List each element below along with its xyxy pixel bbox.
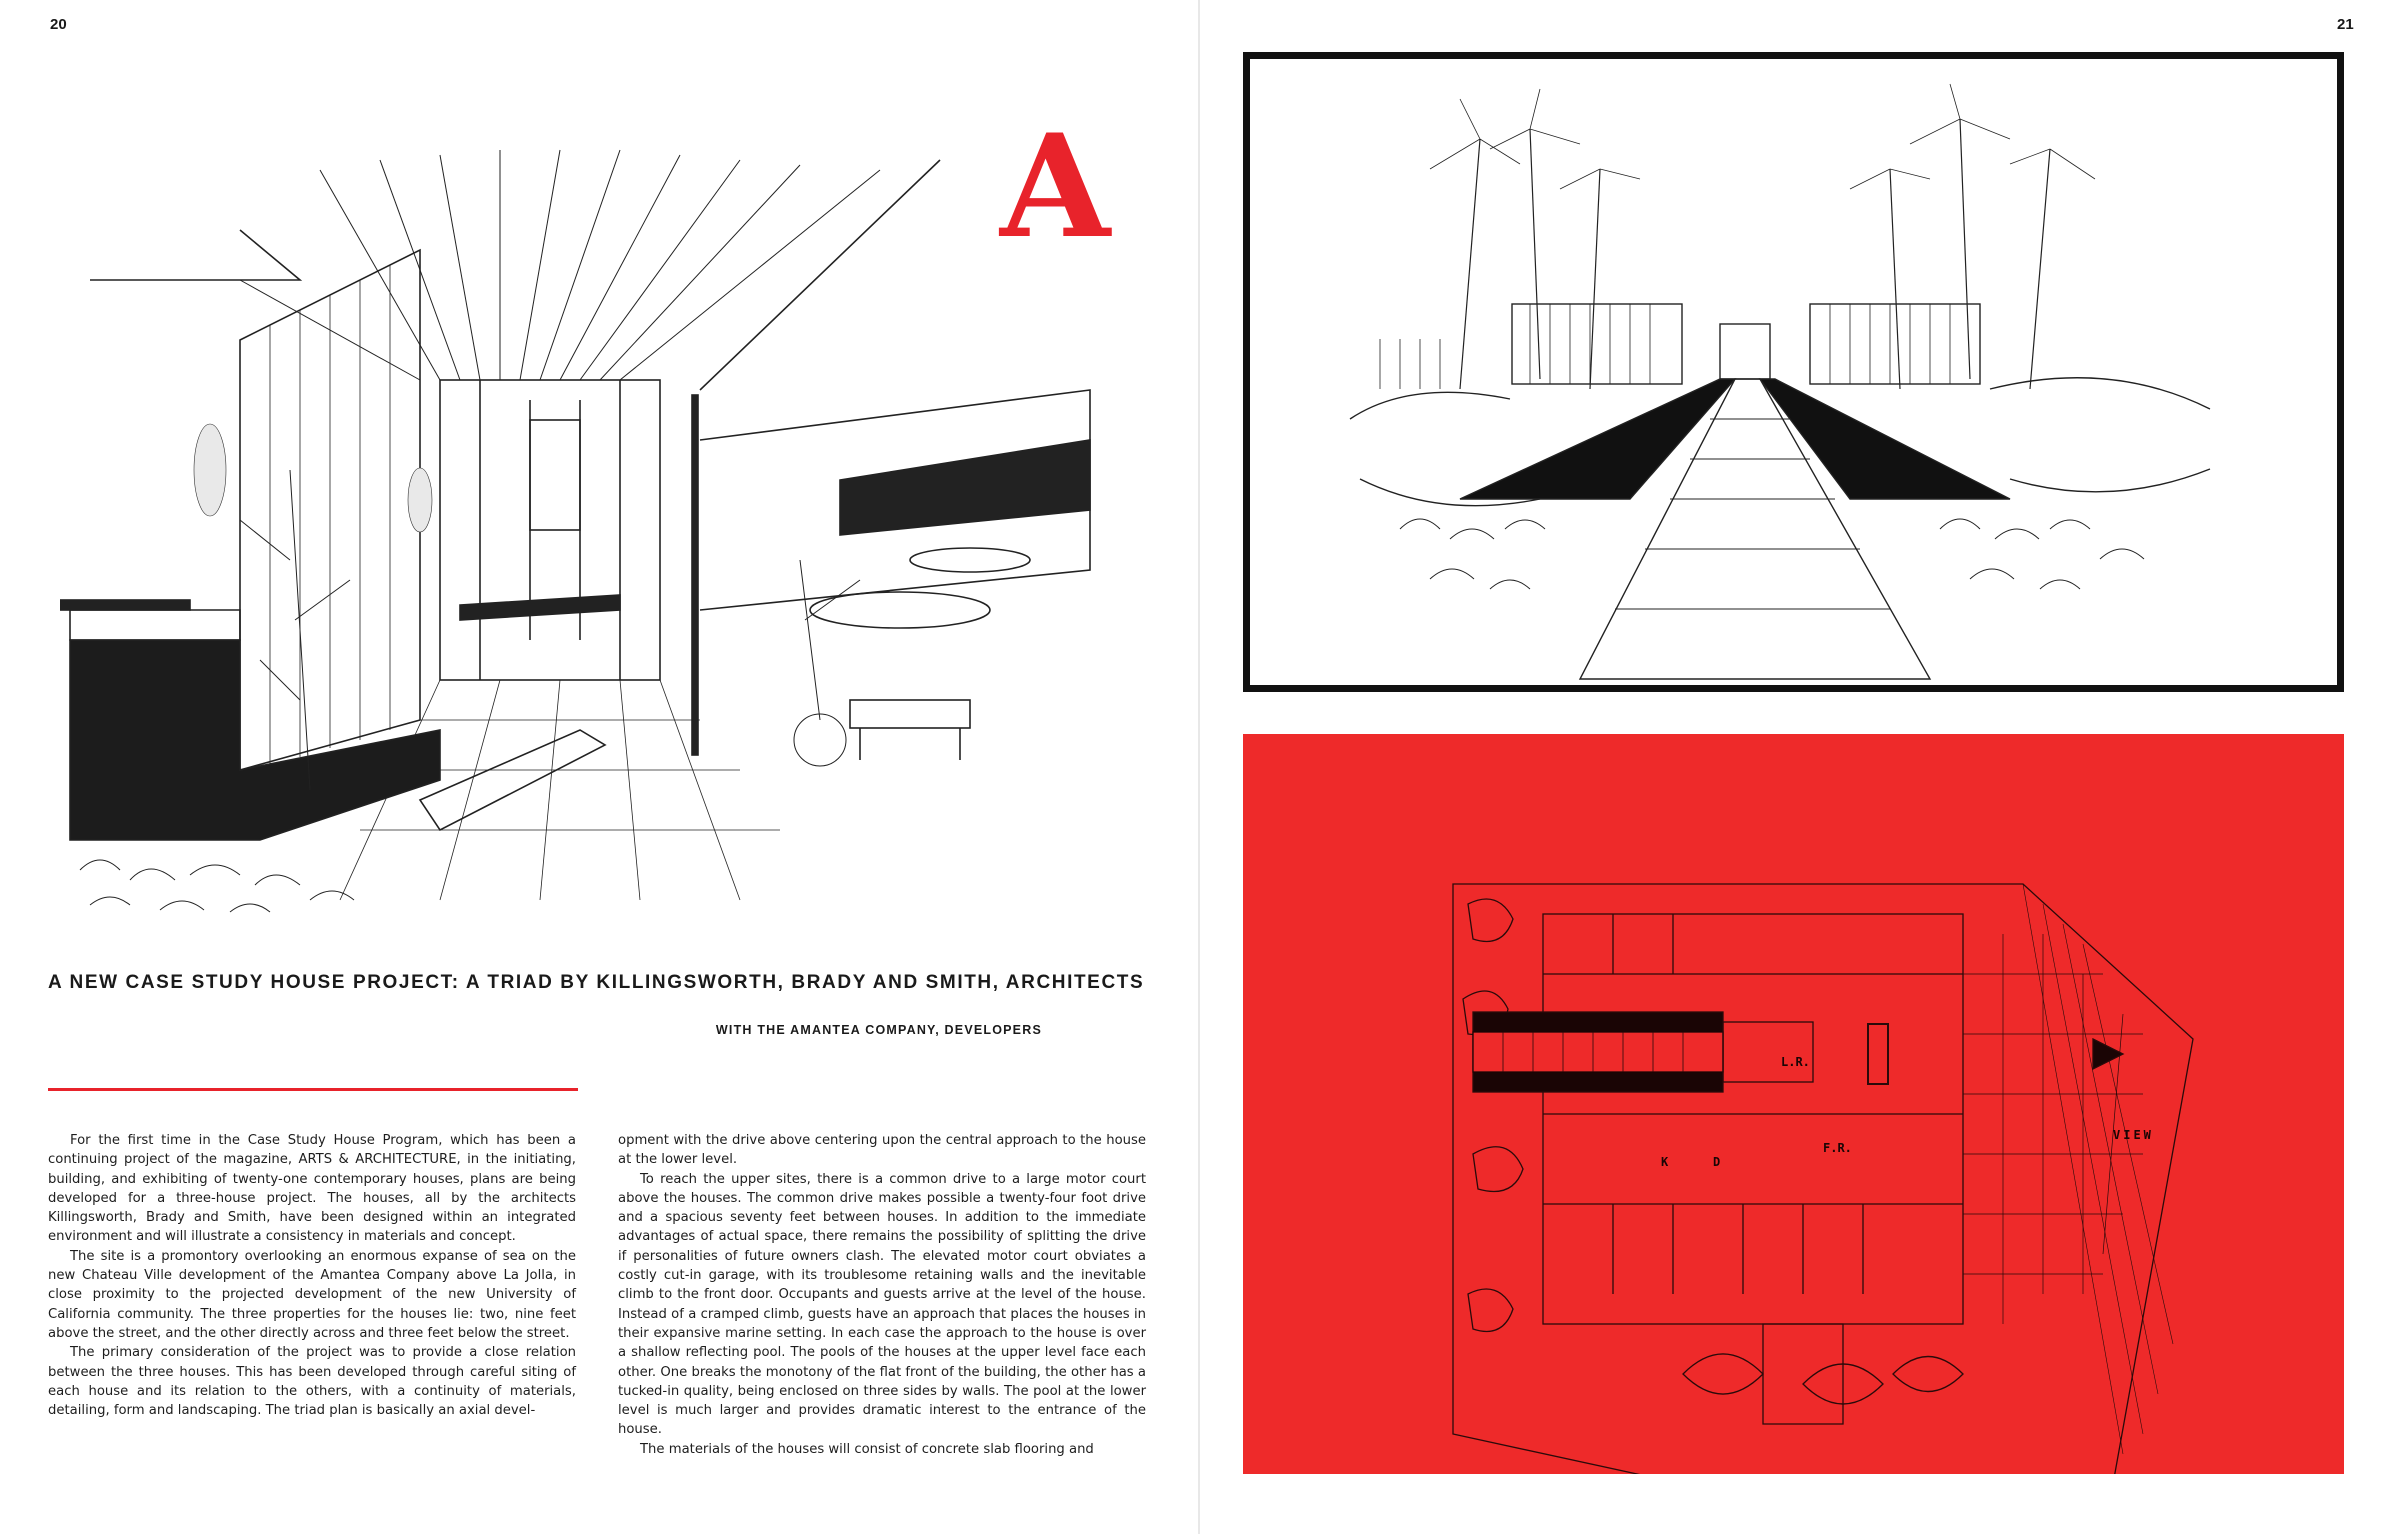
plan-label-dining: D bbox=[1713, 1155, 1721, 1169]
plan-label-living: L.R. bbox=[1781, 1055, 1810, 1069]
paragraph: opment with the drive above centering upon the central approach to the house at the lower level. bbox=[618, 1133, 1146, 1168]
exterior-perspective-frame bbox=[1243, 52, 2344, 692]
text-column-1 bbox=[48, 1131, 576, 1420]
left-page bbox=[0, 0, 1199, 1534]
paragraph: The site is a promontory overlooking an enormous expanse of sea on the new Chateau Ville development of the Amantea Company above La Jolla, in close proximity to the projected development of the new University of California community. The three properties for the houses lie: two, nine feet above the street, and the other directly across and three feet below the street. bbox=[48, 1248, 576, 1341]
plan-label-family: F.R. bbox=[1823, 1141, 1852, 1155]
floor-plan-illustration bbox=[1243, 734, 2344, 1474]
page-number-right: 21 bbox=[2337, 16, 2354, 33]
paragraph: The materials of the houses will consist of concrete slab flooring and bbox=[640, 1441, 1094, 1457]
paragraph: The primary consideration of the project was to provide a close relation between the three houses. This has been developed through careful siting of each house and its relation to the others, with a continuity of materials, detailing, form and landscaping. The triad plan is basically an axial devel- bbox=[48, 1345, 576, 1419]
paragraph: For the first time in the Case Study House Program, which has been a continuing project of the magazine, ARTS & ARCHITECTURE, in the initiating, building, and exhibiting of twenty-one contemporary houses, plans are being developed for a three-house project. The houses, all by the architects Killingsworth, Brady and Smith, have been designed within an integrated environment and will illustrate a consistency in materials and concept. bbox=[48, 1133, 576, 1245]
article-subline: WITH THE AMANTEA COMPANY, DEVELOPERS bbox=[715, 1023, 1042, 1037]
red-divider bbox=[48, 1088, 578, 1091]
feature-letter: A bbox=[1000, 104, 1111, 270]
page-number-left: 20 bbox=[50, 16, 67, 33]
interior-perspective-illustration bbox=[60, 140, 1140, 920]
plan-label-view: VIEW bbox=[2113, 1128, 2154, 1142]
article-headline: A NEW CASE STUDY HOUSE PROJECT: A TRIAD BY KILLINGSWORTH, BRADY AND SMITH, ARCHITECTS bbox=[48, 972, 1145, 993]
paragraph: To reach the upper sites, there is a common drive to a large motor court above the houses. The common drive makes possible a twenty-four foot drive and a spacious seventy feet between houses. In addition to the immediate advantages of actual space, there remains the possibility of splitting the drive if personalities of future owners clash. The elevated motor court obviates a costly cut-in garage, with its troublesome retaining walls and the inevitable climb to the front door. Occupants and guests arrive at the level of the house. Instead of a cramped climb, guests have an approach that places the houses in their expansive marine setting. In each case the approach to the house is over a shallow reflecting pool. The pools of the houses at the upper level face each other. One breaks the monotony of the flat front of the building, the other has a tucked-in quality, being enclosed on three sides by walls. The pool at the lower level is much larger and provides dramatic interest to the entrance of the house. bbox=[618, 1171, 1146, 1438]
exterior-perspective-illustration bbox=[1250, 59, 2337, 685]
floor-plan-panel bbox=[1243, 734, 2344, 1474]
plan-label-kitchen: K bbox=[1661, 1155, 1669, 1169]
text-column-2 bbox=[618, 1131, 1146, 1459]
